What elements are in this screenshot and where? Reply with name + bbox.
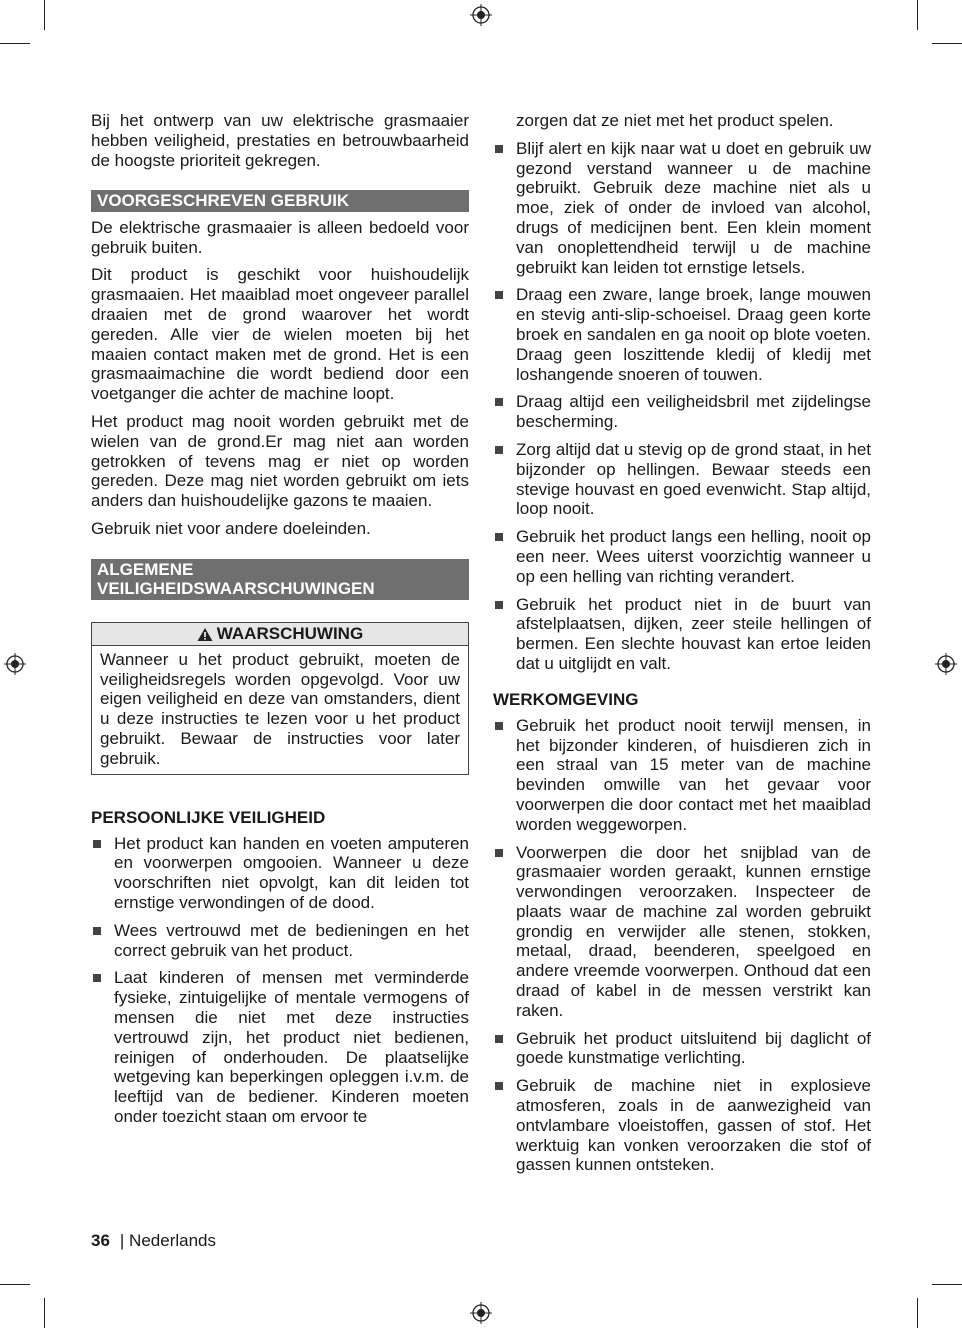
- page-number: 36: [91, 1231, 110, 1250]
- bullet-square-icon: [495, 601, 503, 609]
- list-item-text: Gebruik het product nooit terwijl mensen, in het bijzonder kinderen, of huisdieren zich in een straal van 15 meter van de machine bevinden omwille van het gevaar voor voorwerpen die door contact met het maaiblad worden weggeworpen.: [516, 715, 871, 834]
- intended-use-paragraph: Het product mag nooit worden gebruikt met de wielen van de grond.Er mag niet aan worden getrokken of tevens mag er niet op worden gereden. Deze mag niet worden gebruikt om iets anders dan huishoudelijke gazons te maaien.: [91, 412, 469, 511]
- list-item: [493, 392, 871, 432]
- list-item: [493, 139, 871, 278]
- registration-mark-icon: [935, 653, 957, 675]
- list-item-text: Gebruik de machine niet in explosieve atmosferen, zoals in de aanwezigheid van ontvlambare vloeistoffen, gassen of stof. Het werktuig kan vonken veroorzaken die stof of gassen kunnen ontsteken.: [516, 1076, 871, 1175]
- list-item: [91, 968, 469, 1126]
- personal-safety-list-continued: [493, 139, 871, 674]
- crop-mark: [44, 1298, 45, 1328]
- bullet-square-icon: [93, 974, 101, 982]
- bullet-square-icon: [495, 1082, 503, 1090]
- warning-header: [92, 623, 468, 646]
- registration-mark-icon: [470, 1302, 492, 1324]
- personal-safety-list: [91, 834, 469, 1127]
- bullet-square-icon: [495, 722, 503, 730]
- crop-mark: [917, 1298, 918, 1328]
- registration-mark-icon: [470, 4, 492, 26]
- intended-use-paragraph: De elektrische grasmaaier is alleen bedoeld voor gebruik buiten.: [91, 217, 469, 257]
- list-item: [493, 527, 871, 586]
- list-item-text: Voorwerpen die door het snijblad van de grasmaaier worden geraakt, kunnen ernstige verwondingen veroorzaken. Inspecteer de plaats waar de machine zal worden gebruikt grondig en verwijder alle stenen, stokken, metaal, draad, beenderen, speelgoed en andere vreemde voorwerpen. Onthoud dat een draad of kabel in de messen verstrikt kan raken.: [516, 842, 871, 1020]
- intended-use-paragraph: Dit product is geschikt voor huishoudelijk grasmaaien. Het maaiblad moet ongeveer parallel draaien met de grond waarover het wordt gereden. Alle vier de wielen moeten bij het maaien contact maken met de grond. Het is een grasmaaimachine die wordt bediend door een voetganger die achter de machine loopt.: [91, 265, 469, 404]
- crop-mark: [44, 0, 45, 30]
- list-item-text: Draag een zware, lange broek, lange mouwen en stevig anti-slip-schoeisel. Draag geen korte broek en sandalen en ga nooit op blote voeten. Draag geen loszittende kledij of kledij met loshangende snoeren of touwen.: [516, 285, 871, 384]
- list-item: [91, 921, 469, 961]
- list-item-text: Gebruik het product niet in de buurt van afstelplaatsen, dijken, zeer steile hellingen of bermen. Een slechte houvast kan ertoe leiden dat u uitglijdt en valt.: [516, 594, 871, 673]
- bullet-square-icon: [495, 533, 503, 541]
- section-heading-personal-safety: PERSOONLIJKE VEILIGHEID: [91, 807, 326, 827]
- crop-mark: [932, 43, 962, 44]
- list-item-text: Het product kan handen en voeten amputeren en voorwerpen omgooien. Wanneer u deze voorschriften niet opvolgt, kan dit leiden tot ernstige verwondingen of de dood.: [114, 833, 469, 913]
- list-item: [493, 843, 871, 1021]
- bullet-square-icon: [93, 927, 101, 935]
- footer-language: | Nederlands: [119, 1231, 217, 1250]
- list-item: [91, 834, 469, 913]
- bullet-square-icon: [93, 840, 101, 848]
- bullet-square-icon: [495, 145, 503, 153]
- list-item: [493, 1076, 871, 1175]
- warning-title: WAARSCHUWING: [216, 623, 364, 643]
- bullet-square-icon: [495, 1035, 503, 1043]
- list-item: [493, 595, 871, 674]
- section-heading-general-safety: [91, 559, 469, 600]
- list-item-text: Wees vertrouwd met de bedieningen en het correct gebruik van het product.: [114, 920, 469, 960]
- heading-line: ALGEMENE: [97, 559, 194, 579]
- warning-text: Wanneer u het product gebruikt, moeten de veiligheidsregels worden opgevolgd. Voor uw eigen veiligheid en deze van omstanders, dient u deze instructies te lezen voor u het product gebruikt. Bewaar de instructies voor later gebruik.: [100, 649, 460, 768]
- list-item-text: Blijf alert en kijk naar wat u doet en gebruik uw gezond verstand wanneer u de machine gebruikt. Gebruik deze machine niet als u moe, ziek of onder de invloed van alcohol, drugs of medicijnen bent. Een klein moment van onoplettendheid terwijl u de machine gebruikt kan leiden tot ernstige letsels.: [516, 138, 871, 277]
- warning-triangle-icon: [197, 627, 213, 642]
- page-footer: [91, 1231, 216, 1251]
- bullet-square-icon: [495, 398, 503, 406]
- list-item-text: Gebruik het product langs een helling, nooit op een neer. Wees uiterst voorzichtig wanneer u op een helling van richting verandert.: [516, 527, 871, 586]
- right-column: [493, 111, 871, 1183]
- left-column: [91, 111, 469, 1135]
- intro-paragraph: Bij het ontwerp van uw elektrische grasmaaier hebben veiligheid, prestaties en betrouwbaarheid de hoogste prioriteit gekregen.: [91, 111, 469, 170]
- heading-line: VEILIGHEIDSWAARSCHUWINGEN: [97, 579, 375, 599]
- registration-mark-icon: [4, 653, 26, 675]
- continuation-text: zorgen dat ze niet met het product spelen.: [516, 111, 834, 130]
- section-heading-intended-use: VOORGESCHREVEN GEBRUIK: [91, 190, 469, 212]
- crop-mark: [932, 1284, 962, 1285]
- list-item-text: Draag altijd een veiligheidsbril met zijdelingse bescherming.: [516, 392, 871, 432]
- work-area-list: [493, 716, 871, 1176]
- list-item-text: Zorg altijd dat u stevig op de grond staat, in het bijzonder op hellingen. Bewaar steeds een stevige houvast en goed evenwicht. Stap altijd, loop nooit.: [516, 439, 871, 519]
- crop-mark: [0, 1284, 30, 1285]
- list-item: [493, 1029, 871, 1069]
- crop-mark: [0, 43, 30, 44]
- bullet-square-icon: [495, 849, 503, 857]
- intended-use-paragraph: Gebruik niet voor andere doeleinden.: [91, 519, 371, 539]
- crop-mark: [917, 0, 918, 30]
- bullet-square-icon: [495, 291, 503, 299]
- bullet-square-icon: [495, 446, 503, 454]
- list-item: [493, 285, 871, 384]
- list-item-text: Laat kinderen of mensen met verminderde fysieke, zintuigelijke of mentale vermogens of mensen die niet met deze instructies vertrouwd zijn, het product niet bedienen, reinigen of onderhouden. De plaatselijke wetgeving kan beperkingen opleggen i.v.m. de leeftijd van de bediener. Kinderen moeten onder toezicht staan om ervoor te: [114, 968, 469, 1126]
- list-item-text: Gebruik het product uitsluitend bij daglicht of goede kunstmatige verlichting.: [516, 1028, 871, 1068]
- list-item: [493, 440, 871, 519]
- list-item: [493, 716, 871, 835]
- section-heading-work-area: WERKOMGEVING: [493, 689, 639, 709]
- warning-box: [91, 622, 469, 775]
